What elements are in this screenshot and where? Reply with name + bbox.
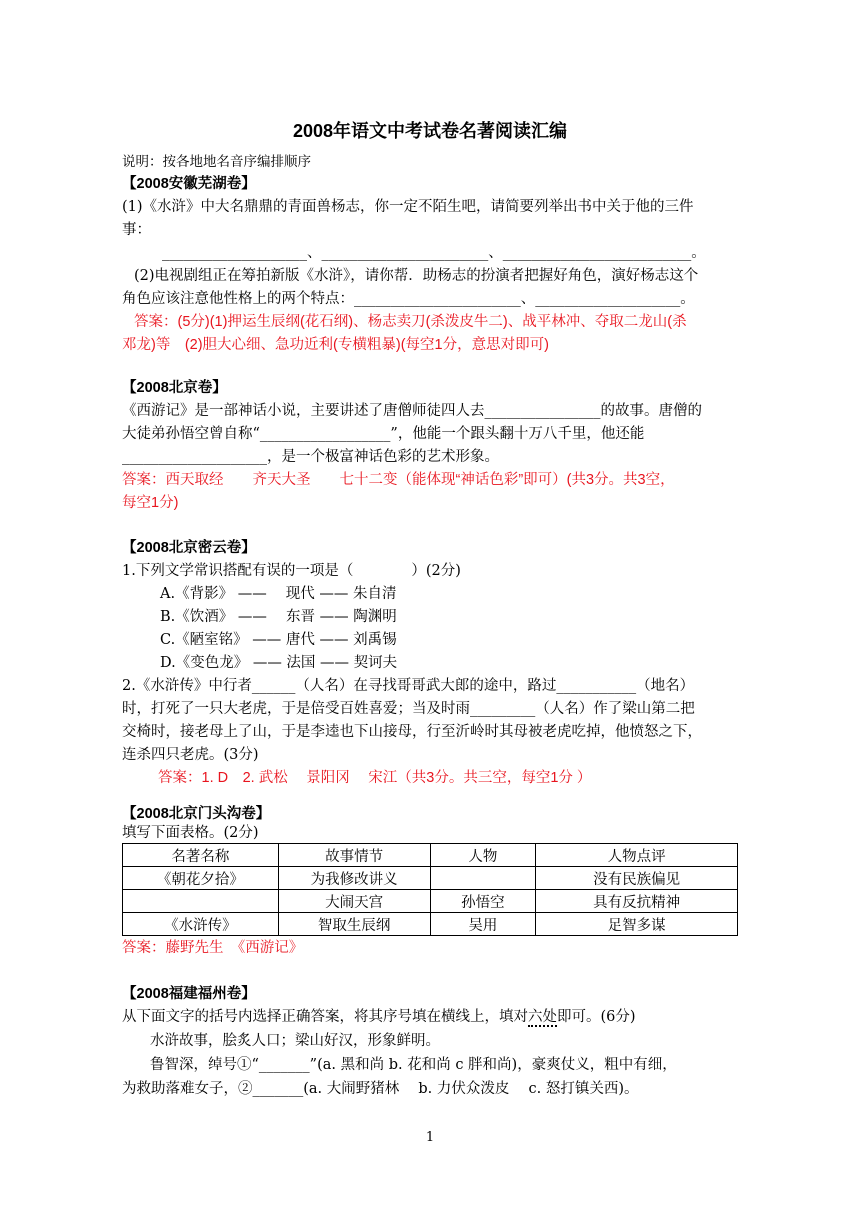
page-number: 1 [425, 1130, 435, 1145]
table-header-cell: 人物 [430, 844, 536, 867]
table-header-cell: 名著名称 [123, 844, 279, 867]
section-header-anhui: 【2008安徽芜湖卷】 [122, 176, 256, 192]
option-d: D.《变色龙》 —— 法国 —— 契诃夫 [160, 655, 398, 671]
question-text [122, 1006, 742, 1028]
answer-text: 答案：西天取经 齐天大圣 七十二变（能体现“神话色彩”即可）(共3分。共3空， [122, 472, 675, 488]
table-cell: 没有民族偏见 [536, 867, 738, 890]
question-text-part: 即可。(6分) [557, 1009, 636, 1025]
section-header-miyun: 【2008北京密云卷】 [122, 540, 256, 556]
question-text: 大徒弟孙悟空曾自称“__________________”，他能一个跟头翻十万八千里，他还能 [122, 426, 645, 442]
table-row [123, 890, 738, 913]
option-b: B.《饮酒》 —— 东晋 —— 陶渊明 [160, 609, 397, 625]
question-text-part: 从下面文字的括号内选择正确答案，将其序号填在横线上，填对 [122, 1009, 528, 1025]
literature-table [122, 843, 738, 936]
table-row [123, 913, 738, 936]
question-text: 2.《水浒传》中行者______（人名）在寻找哥哥武大郎的途中，路过___________（地名） [122, 678, 695, 694]
table-cell: 具有反抗精神 [536, 890, 738, 913]
question-text: 时，打死了一只大老虎，于是倍受百姓喜爱；当及时雨_________（人名）作了梁山第二把 [122, 701, 695, 717]
question-text: 角色应该注意他性格上的两个特点：_______________________、____________________。 [122, 291, 695, 307]
note: 说明：按各地地名音序编排顺序 [122, 154, 311, 170]
answer-blanks: ____________________、_______________________、__________________________。 [162, 245, 706, 261]
passage-text: 鲁智深，绰号①“_______”(a. 黑和尚 b. 花和尚 c 胖和尚)，豪爽仗义，粗中有细， [150, 1057, 677, 1073]
question-text: 《西游记》是一部神话小说，主要讲述了唐僧师徒四人去________________的故事。唐僧的 [122, 403, 702, 419]
table-cell: 足智多谋 [536, 913, 738, 936]
table-cell: 大闹天宫 [278, 890, 430, 913]
question-text: 交椅时，接老母上了山，于是李逵也下山接母，行至沂岭时其母被老虎吃掉，他愤怒之下， [122, 724, 702, 740]
table-row [123, 867, 738, 890]
table-cell [123, 890, 279, 913]
section-header-beijing: 【2008北京卷】 [122, 380, 227, 396]
table-header-cell: 人物点评 [536, 844, 738, 867]
document-title: 2008年语文中考试卷名著阅读汇编 [292, 121, 568, 141]
table-cell: 《朝花夕拾》 [123, 867, 279, 890]
section-header-mentougou: 【2008北京门头沟卷】 [122, 806, 271, 822]
question-text: 事： [122, 222, 151, 238]
question-text: 1.下列文学常识搭配有误的一项是（ ）(2分) [122, 563, 461, 579]
answer-text: 答案：(5分)(1)押运生辰纲(花石纲)、杨志卖刀(杀泼皮牛二)、战平林冲、夺取二龙山(杀 [134, 314, 687, 330]
passage-text: 水浒故事，脍炙人口；梁山好汉，形象鲜明。 [150, 1033, 440, 1049]
table-cell: 智取生辰纲 [278, 913, 430, 936]
table-header-cell: 故事情节 [278, 844, 430, 867]
table-cell [430, 867, 536, 890]
section-header-fuzhou: 【2008福建福州卷】 [122, 986, 256, 1002]
table-cell: 为我修改讲义 [278, 867, 430, 890]
table-cell: 《水浒传》 [123, 913, 279, 936]
table-cell: 吴用 [430, 913, 536, 936]
answer-text: 答案：1. D 2. 武松 景阳冈 宋江（共3分。共三空，每空1分 ） [158, 770, 592, 786]
passage-text: 为救助落难女子，②_______(a. 大闹野猪林 b. 力伏众泼皮 c. 怒打镇关西)。 [122, 1081, 639, 1097]
option-c: C.《陋室铭》 —— 唐代 —— 刘禹锡 [160, 632, 397, 648]
question-text: 填写下面表格。(2分) [122, 825, 259, 841]
question-text: (1)《水浒》中大名鼎鼎的青面兽杨志，你一定不陌生吧，请简要列举出书中关于他的三件 [122, 199, 694, 215]
question-text: ____________________，是一个极富神话色彩的艺术形象。 [122, 449, 499, 465]
answer-text: 答案：藤野先生 《西游记》 [122, 940, 304, 956]
table-header-row [123, 844, 738, 867]
answer-text: 邓龙)等 (2)胆大心细、急功近利(专横粗暴)(每空1分，意思对即可) [122, 337, 549, 353]
option-a: A.《背影》 —— 现代 —— 朱自清 [160, 586, 397, 602]
emphasized-text: 六处 [528, 1009, 557, 1025]
question-text: 连杀四只老虎。(3分) [122, 747, 259, 763]
table-cell: 孙悟空 [430, 890, 536, 913]
question-text: (2)电视剧组正在筹拍新版《水浒》，请你帮．助杨志的扮演者把握好角色，演好杨志这个 [134, 268, 699, 284]
answer-text: 每空1分) [122, 495, 179, 511]
